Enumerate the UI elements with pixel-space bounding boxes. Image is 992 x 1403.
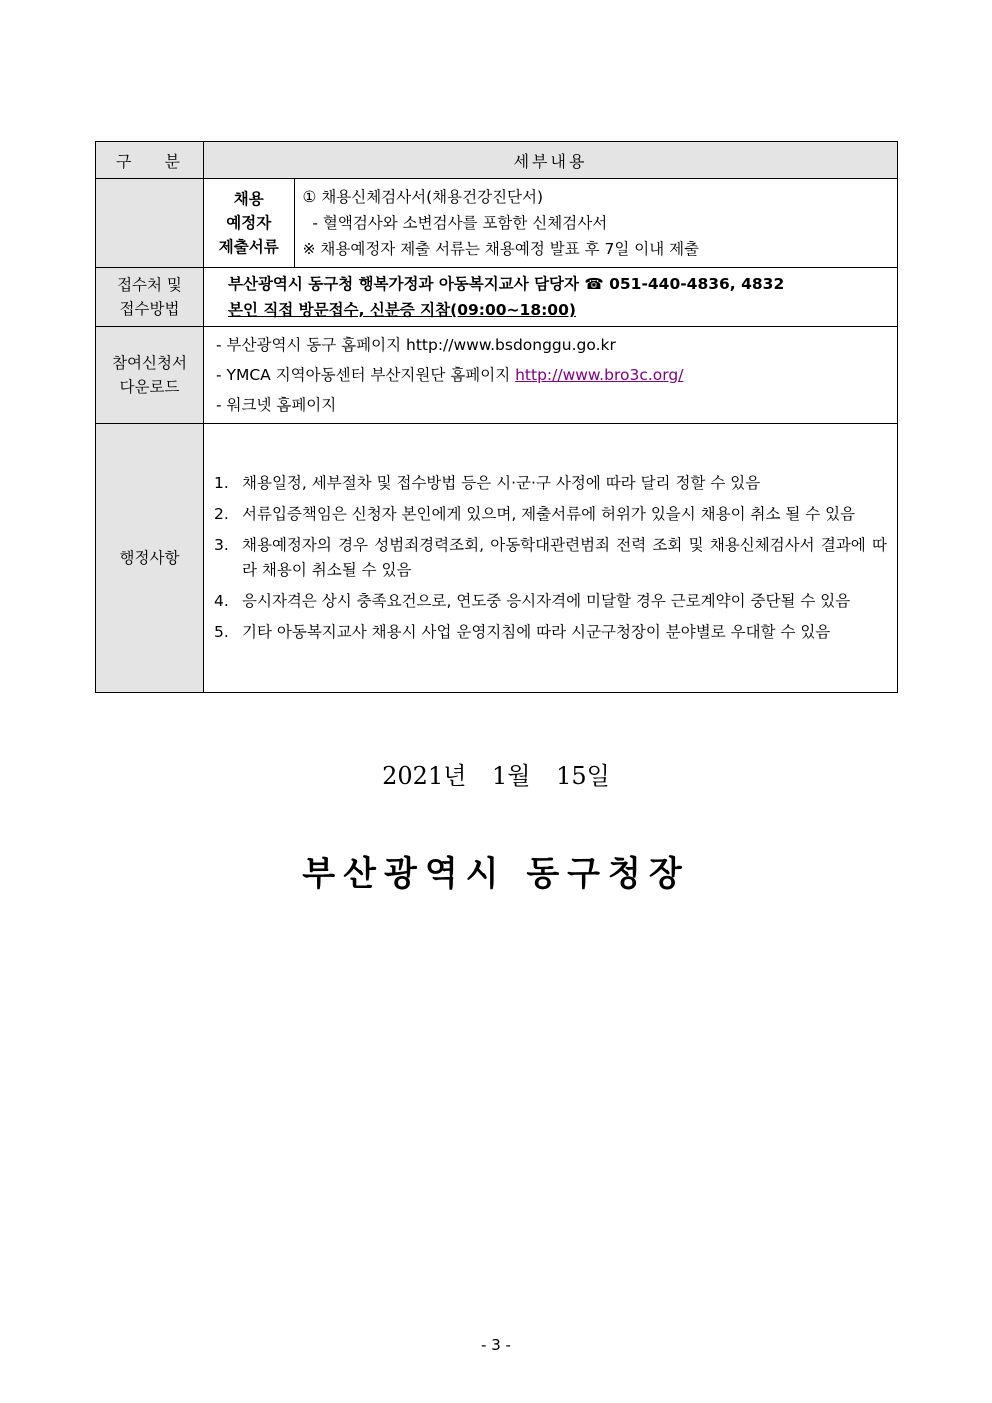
admin-note [214,589,887,614]
issuer-name: 부산광역시 동구청장 [302,854,690,894]
page-number: - 3 - [481,1336,511,1354]
admin-note-number: 3. [214,536,229,554]
admin-note-number: 5. [214,623,229,641]
documents-subtable [204,179,897,267]
download-label-line: 다운로드 [119,378,180,396]
documents-line: ① 채용신체검사서(채용건강진단서) [302,188,544,206]
row-reception-label [96,268,204,327]
document-date: 2021년 1월 15일 [382,762,610,790]
download-item-text: - 워크넷 홈페이지 [216,396,337,414]
documents-line: ※ 채용예정자 제출 서류는 채용예정 발표 후 7일 이내 제출 [302,240,700,258]
row-documents [96,179,898,268]
row-download [96,327,898,424]
admin-note-text: 채용일정, 세부절차 및 접수방법 등은 시·군·구 사정에 따라 달리 정할 수 있음 [242,474,761,492]
download-item [216,330,885,360]
admin-note-number: 1. [214,474,229,492]
admin-note [214,533,887,583]
admin-note-text: 서류입증책임은 신청자 본인에게 있으며, 제출서류에 허위가 있을시 채용이 취소 될 수 있음 [242,505,856,523]
documents-sublabel-line: 채용 [233,190,264,208]
ymca-homepage-link[interactable]: http://www.bro3c.org/ [515,366,684,384]
admin-note [214,620,887,645]
documents-list [294,179,897,267]
detail-table [95,141,898,693]
documents-line: - 혈액검사와 소변검사를 포함한 신체검사서 [302,214,608,232]
admin-note-number: 2. [214,505,229,523]
documents-sublabel-line: 예정자 [226,214,272,232]
header-row [96,142,898,179]
row-reception-content [204,268,898,327]
row-documents-content [204,179,898,268]
download-label-line: 참여신청서 [112,354,187,372]
row-download-label [96,327,204,424]
download-item [216,390,885,420]
admin-note-text: 응시자격은 상시 충족요건으로, 연도중 응시자격에 미달할 경우 근로계약이 중단될 수 있음 [242,592,851,610]
admin-note-text: 채용예정자의 경우 성범죄경력조회, 아동학대관련범죄 전력 조회 및 채용신체검사서 결과에 따라 채용이 취소될 수 있음 [242,536,887,579]
reception-method: 본인 직접 방문접수, 신분증 지참(09:00~18:00) [228,301,576,319]
reception-contact: 부산광역시 동구청 행복가정과 아동복지교사 담당자 ☎ 051-440-4836, 4832 [228,275,785,293]
reception-label-line: 접수방법 [119,300,180,318]
reception-label-line: 접수처 및 [117,276,182,294]
admin-note [214,502,887,527]
download-item [216,360,885,390]
admin-note-text: 기타 아동복지교사 채용시 사업 운영지침에 따라 시군구청장이 분야별로 우대할 수 있음 [242,623,831,641]
admin-notes [204,424,898,693]
row-reception [96,268,898,327]
donggu-homepage-url[interactable]: http://www.bsdonggu.go.kr [406,336,616,354]
row-admin [96,424,898,693]
row-documents-label [96,179,204,268]
header-details: 세부내용 [204,142,898,179]
download-item-text: - YMCA 지역아동센터 부산지원단 홈페이지 [216,366,516,384]
documents-sublabel [204,179,294,267]
row-download-content [204,327,898,424]
admin-note [214,471,887,496]
download-item-text: - 부산광역시 동구 홈페이지 [216,336,407,354]
row-admin-label: 행정사항 [96,424,204,693]
header-division: 구 분 [96,142,204,179]
documents-sublabel-line: 제출서류 [218,238,279,256]
admin-note-number: 4. [214,592,229,610]
